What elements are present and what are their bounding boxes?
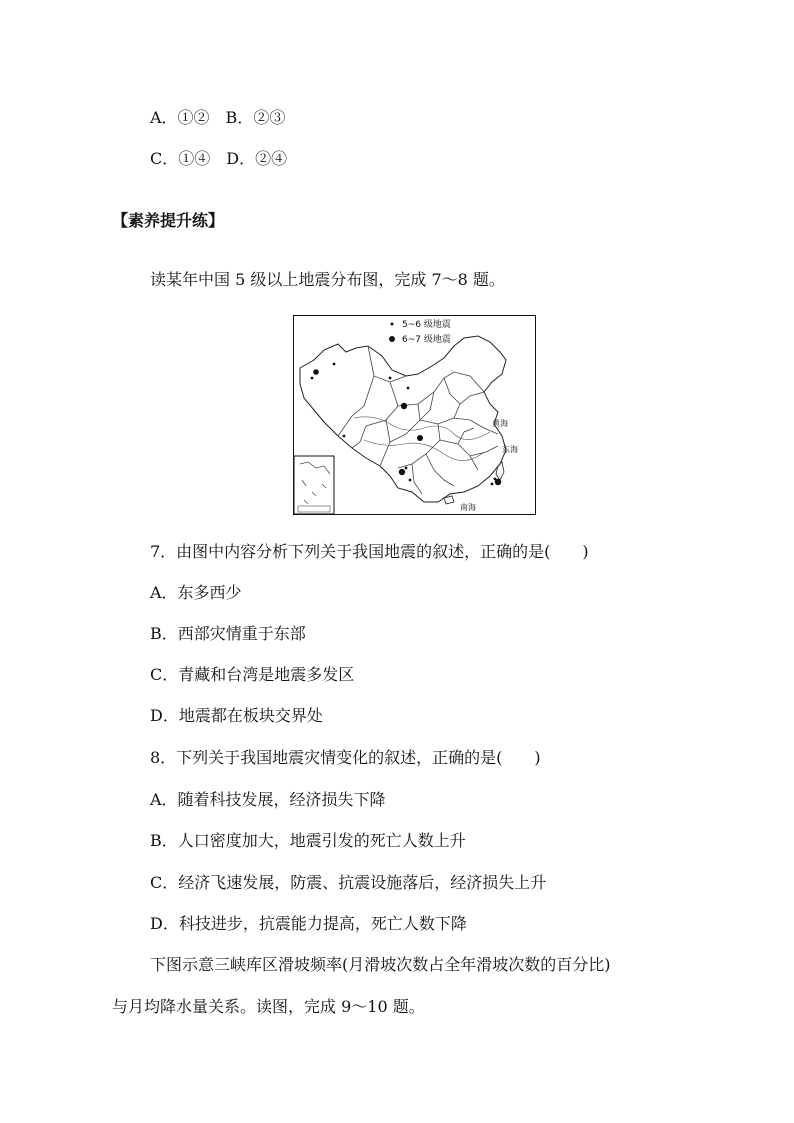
q7-option-d: D．地震都在板块交界处: [150, 706, 323, 725]
q8-option-c: C．经济飞速发展，防震、抗震设施落后，经济损失上升: [150, 873, 547, 892]
legend-large-dot-icon: [389, 336, 395, 342]
small-quake-dot: [333, 363, 336, 366]
q6-options-row-1: A．①② B．②③: [150, 108, 286, 127]
map-figure: [294, 316, 535, 514]
small-quake-dot: [405, 467, 408, 470]
large-quake-dot: [417, 435, 423, 441]
small-quake-dot: [389, 377, 392, 380]
sea-label-yellow: 黄海: [492, 419, 508, 428]
small-quake-dot: [409, 479, 412, 482]
intro-paragraph-2-line-2: 与月均降水量关系。读图，完成 9～10 题。: [112, 997, 425, 1016]
q6-options-row-2: C．①④ D．②④: [150, 149, 288, 168]
legend-label-small: 5~6 级地震: [402, 320, 451, 330]
sea-label-south: 南海: [460, 503, 476, 512]
q8-option-d: D．科技进步，抗震能力提高，死亡人数下降: [150, 914, 467, 933]
legend-small-dot-icon: [391, 323, 394, 326]
q8-option-b: B．人口密度加大，地震引发的死亡人数上升: [150, 831, 466, 850]
q7-option-c: C．青藏和台湾是地震多发区: [150, 665, 355, 684]
large-quake-dot: [313, 369, 319, 375]
large-quake-dot: [401, 403, 407, 409]
intro-paragraph-1: 读某年中国 5 级以上地震分布图，完成 7～8 题。: [150, 270, 505, 289]
q7-option-a: A．东多西少: [150, 583, 242, 602]
small-quake-dot: [407, 387, 410, 390]
q7-option-b: B．西部灾情重于东部: [150, 624, 306, 643]
sea-label-east: 东海: [502, 445, 518, 454]
small-quake-dot: [343, 435, 346, 438]
earthquake-distribution-map: [293, 315, 536, 515]
small-quake-dot: [311, 377, 314, 380]
small-quake-markers: [311, 363, 497, 486]
legend-label-large: 6~7 级地震: [402, 335, 451, 345]
map-province-lines: [338, 346, 498, 494]
map-inset-caption-box: [298, 506, 330, 512]
large-quake-dot: [495, 479, 501, 485]
large-quake-dot: [399, 469, 405, 475]
q8-option-a: A．随着科技发展，经济损失下降: [150, 790, 386, 809]
small-quake-dot: [491, 483, 494, 486]
q8-stem: 8．下列关于我国地震灾情变化的叙述，正确的是( ): [150, 748, 541, 767]
section-heading: 【素养提升练】: [112, 211, 225, 230]
q7-stem: 7．由图中内容分析下列关于我国地震的叙述，正确的是( ): [150, 542, 589, 561]
map-inset-box: [294, 456, 334, 514]
intro-paragraph-2-line-1: 下图示意三峡库区滑坡频率(月滑坡次数占全年滑坡次数的百分比): [150, 955, 611, 974]
